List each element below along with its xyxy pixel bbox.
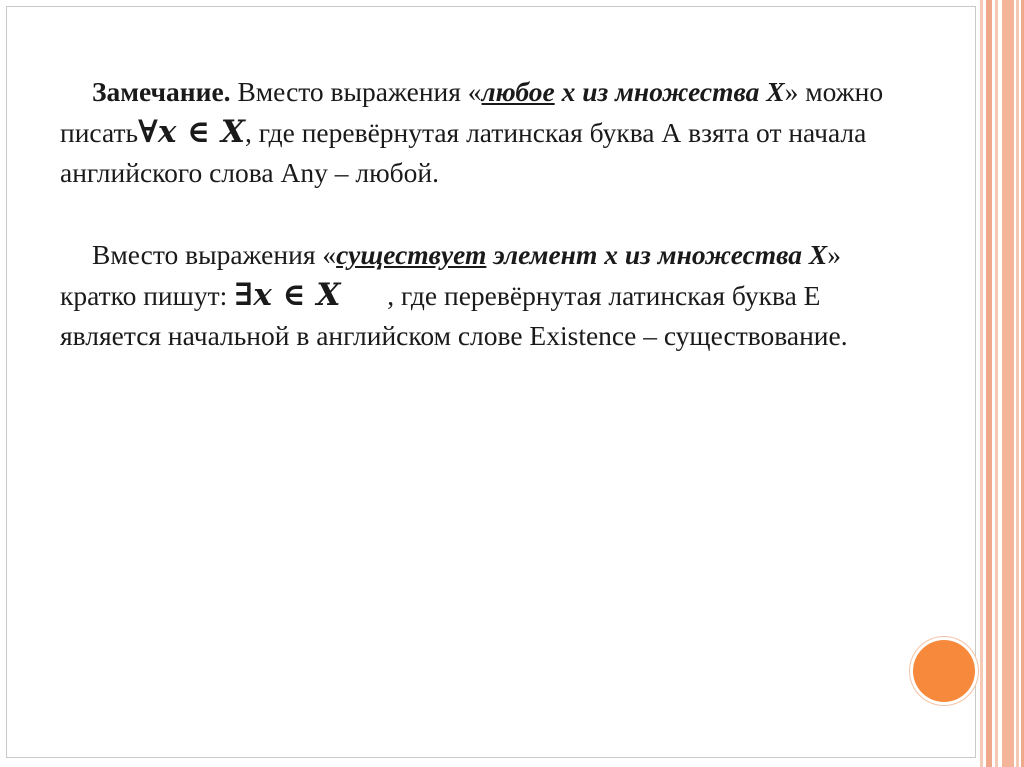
stripe: [1002, 0, 1014, 767]
exists-text-1: Вместо выражения «: [92, 239, 337, 270]
exists-paragraph: [60, 235, 920, 356]
note-text-4: » можно писать: [60, 76, 884, 148]
exists-formula: ∃x ∈ X: [234, 277, 341, 313]
any-word: любое: [481, 76, 555, 107]
forall-formula: ∀x ∈ X: [138, 114, 245, 150]
stripe: [980, 0, 983, 767]
decorative-stripes: [980, 0, 1024, 767]
note-text-3: Х: [766, 76, 785, 107]
exists-text-3: » кратко пишут:: [60, 239, 841, 311]
exists-text-4: , где перевёрнутая латинская буква Е является начальной в английском слове Existence – существование.: [60, 280, 848, 351]
note-paragraph: [60, 72, 920, 193]
note-text-5: , где перевёрнутая латинская буква А взята от начала английского слова Any – любой.: [60, 117, 867, 188]
slide-content: [60, 72, 920, 356]
note-text-2: х из множества: [554, 76, 760, 107]
note-label: Замечание.: [92, 76, 231, 107]
stripe: [995, 0, 998, 767]
decorative-circle: [913, 640, 975, 702]
exists-word: существует: [336, 239, 487, 270]
stripe: [986, 0, 992, 767]
stripe: [1016, 0, 1019, 767]
note-text-1: Вместо выражения «: [230, 76, 482, 107]
exists-text-2: элемент х из множества Х: [486, 239, 828, 270]
